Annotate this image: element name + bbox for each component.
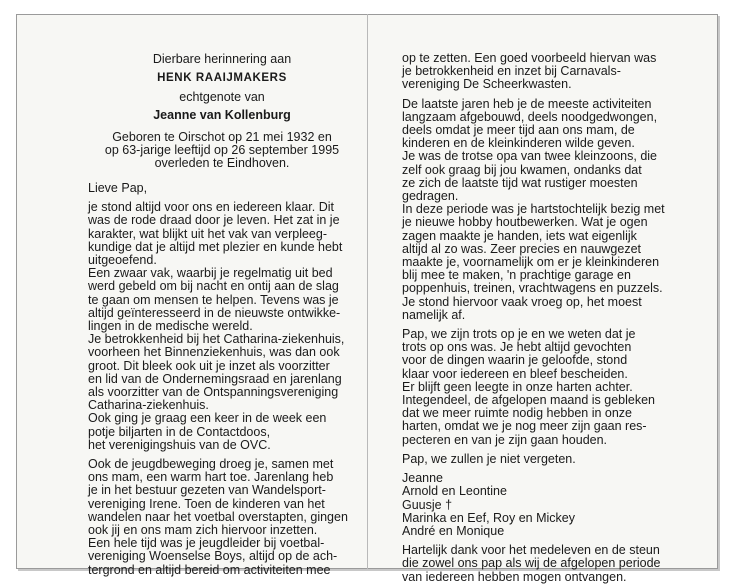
text-line: Je was de trotse opa van twee kleinzoons, die [402,149,658,164]
text-line: was de rode draad door je leven. Het zat in je [88,213,340,228]
text-line: vereniging Woenselse Boys, altijd op de ach- [88,549,338,564]
text-line: pecteren en van je zijn gaan houden. [402,432,608,447]
text-line: klaar voor iedereen en bleef bescheiden. [402,366,628,381]
text-line: voor de dingen waarin je geloofde, stond [402,353,628,368]
spouse-of-line: echtgenote van [179,89,265,104]
text-line: namelijk af. [402,307,466,322]
bio-line: op 63-jarige leeftijd op 26 september 1995 [104,143,340,158]
text-line: maakte je, voornamelijk om er je kleinkinderen [402,255,660,270]
deceased-name: HENK RAAIJMAKERS [157,71,287,84]
text-line: Ook ging je graag een keer in de week een [88,411,327,426]
text-line: altijd geïnteresseerd in de nieuwste ontwikke- [88,305,341,320]
text-line: Catharina-ziekenhuis. [88,398,209,413]
family-signatures [402,472,698,538]
farewell-line: Pap, we zullen je niet vergeten. [402,451,576,466]
text-line: In deze periode was je hartstochtelijk bezig met [402,202,665,217]
bio-line: Geboren te Oirschot op 21 mei 1932 en [112,130,332,144]
text-line: die zowel ons pap als wij de afgelopen periode [402,556,661,571]
text-line: Je betrokkenheid bij het Catharina-ziekenhuis, [88,332,345,347]
right-paragraph-2 [402,98,698,322]
text-line: altijd al zo was. Zeer precies en nauwgezet [402,241,642,256]
text-line: wandelen naar het voetbal overstapten, gingen [88,509,348,524]
text-line: tergrond en altijd bereid om activiteiten mee [88,562,331,577]
thanks-paragraph [402,544,698,584]
left-paragraph-3 [88,458,356,577]
text-line: je stond altijd voor ons en iedereen klaar. Dit [88,200,334,215]
birth-death-info [88,131,356,171]
memory-line: Dierbare herinnering aan [152,52,292,66]
text-line: werd gebeld om bij nacht en ontij aan de slag [88,279,339,294]
family-member: Jeanne [402,471,444,486]
right-column-text [402,52,698,584]
text-line: trots op ons was. Je hebt altijd gevochten [402,340,632,355]
left-paragraph-1 [88,201,356,267]
text-line: groot. Dit bleek ook uit je inzet als voorzitter [88,358,330,373]
bio-line: overleden te Eindhoven. [154,156,290,171]
text-line: potje biljarten in de Contactdoos, [88,424,271,439]
text-line: lingen in de medische wereld. [88,319,253,334]
text-line: en lid van de Ondernemingsraad en jarenlang [88,371,342,386]
text-line: Een zwaar vak, waarbij je regelmatig uit bed [88,266,333,281]
text-line: kinderen en de kleinkinderen wilde geven. [402,136,635,151]
text-line: dat we meer ruimte nodig hebben in onze [402,406,633,421]
text-line: je nieuwe hobby houtbewerken. Wat je ogen [402,215,648,230]
text-line: De laatste jaren heb je de meeste activiteiten [402,96,652,111]
text-line: Pap, we zijn trots op je en we weten dat je [402,327,636,342]
text-line: vereniging Irene. Toen de kinderen van het [88,496,325,511]
text-line: Een hele tijd was je jeugdleider bij voetbal- [88,536,325,551]
text-line: deels omdat je meer tijd aan ons mam, de [402,123,635,138]
family-member: Arnold en Leontine [402,484,507,499]
text-line: ons mam, een warm hart toe. Jarenlang heb [88,470,334,485]
text-line: je in het bestuur gezeten van Wandelsport- [88,483,326,498]
text-line: harten, omdat we je nog meer zijn gaan res- [402,419,647,434]
right-paragraph-1 [402,52,698,92]
text-line: kundige dat je altijd met plezier en kunde hebt [88,239,343,254]
text-line: Ook de jeugdbeweging droeg je, samen met [88,457,334,472]
left-column-text [88,182,356,577]
text-line: karakter, wat blijkt uit het vak van verpleeg- [88,226,328,241]
text-line: te gaan om mensen te helpen. Tevens was je [88,292,339,307]
text-line: vereniging De Scheerkwasten. [402,77,572,92]
text-line: Er blijft geen leegte in onze harten achter. [402,379,633,394]
text-line: Integendeel, de afgelopen maand is gebleken [402,393,655,408]
text-line: gedragen. [402,189,459,204]
text-line: je betrokkenheid en inzet bij Carnavals- [402,64,621,79]
text-line: ze zich de laatste tijd wat rustiger moesten [402,175,638,190]
text-line: uitgeoefend. [88,253,157,268]
left-paragraph-2 [88,267,356,452]
text-line: blij mee te maken, 'n prachtige garage en [402,268,631,283]
text-line: Je stond hiervoor vaak vroeg op, het moest [402,294,642,309]
spouse-name: Jeanne van Kollenburg [153,108,291,122]
card-header [88,50,356,171]
text-line: ook jij en ons mam zich hiervoor inzetten. [88,523,318,538]
card-fold-line [367,14,368,569]
text-line: zagen maakte je handen, iets wat eigenlijk [402,228,637,243]
text-line: poppenhuis, treinen, vrachtwagens en puzzels. [402,281,663,296]
text-line: voorheen het Binnenziekenhuis, was dan ook [88,345,340,360]
family-member: André en Monique [402,523,505,538]
text-line: langzaam afgebouwd, deels noodgedwongen, [402,109,658,124]
right-paragraph-3 [402,328,698,447]
text-line: Hartelijk dank voor het medeleven en de steun [402,543,660,558]
salutation: Lieve Pap, [88,181,148,195]
text-line: als voorzitter van de Ontspanningsvereniging [88,385,339,400]
family-member: Marinka en Eef, Roy en Mickey [402,510,575,525]
text-line: op te zetten. Een goed voorbeeld hiervan was [402,51,657,65]
family-member: Guusje † [402,497,453,512]
text-line: van iedereen hebben mogen ontvangen. [402,569,627,584]
text-line: zelf ook graag bij jou kwamen, ondanks dat [402,162,642,177]
text-line: het verenigingshuis van de OVC. [88,437,271,452]
